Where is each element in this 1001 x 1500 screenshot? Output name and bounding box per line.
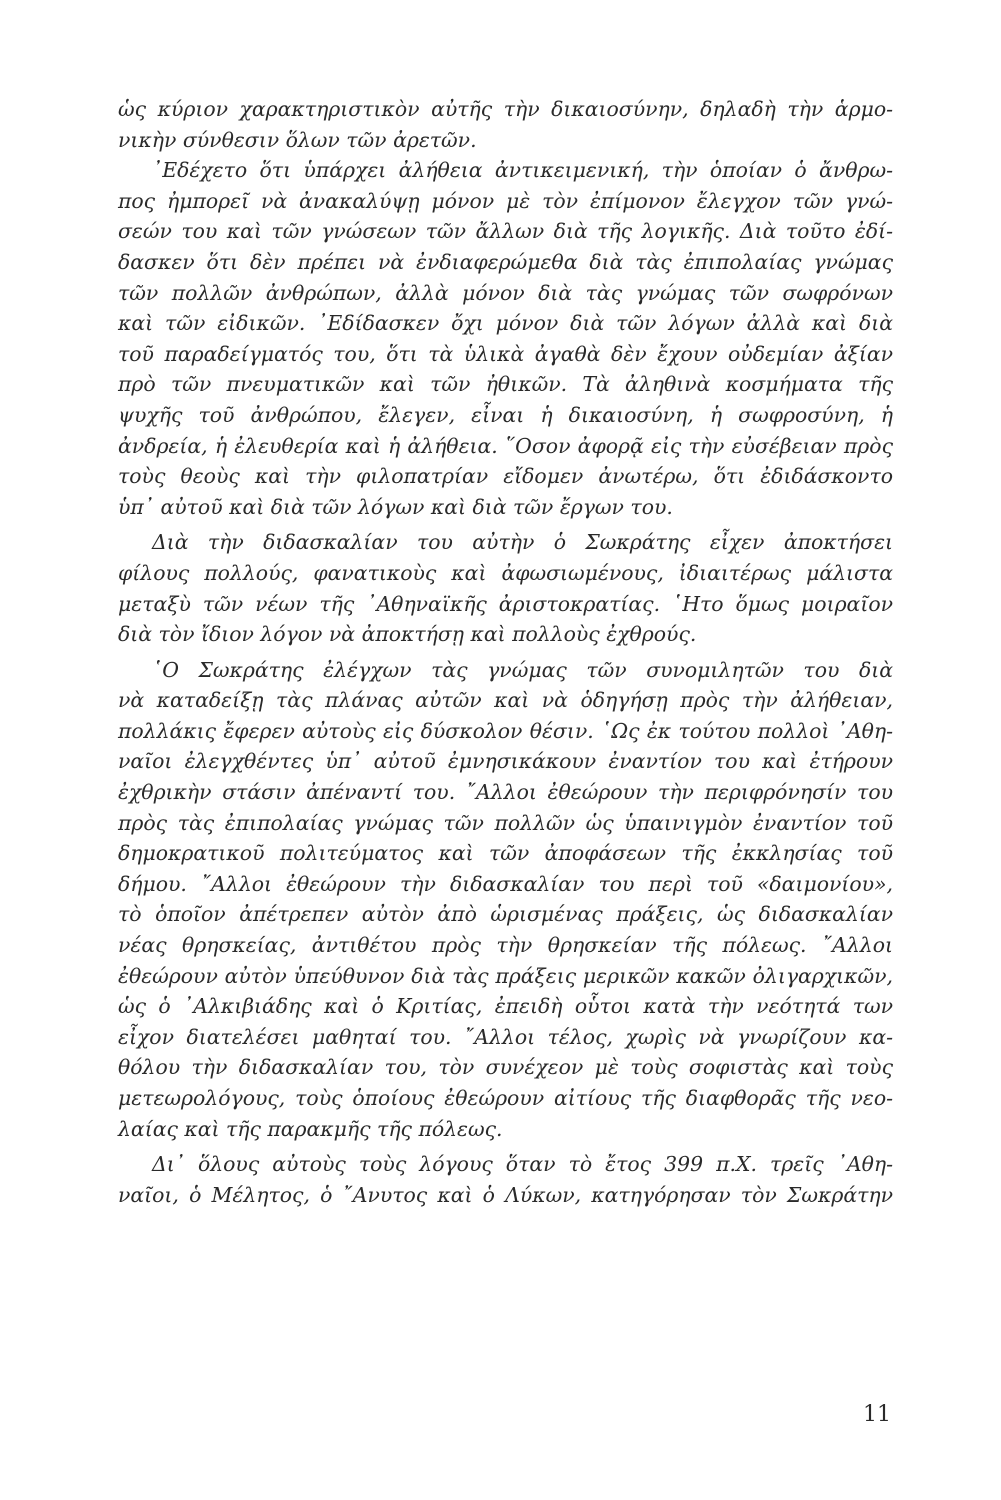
- text-line: διὰ τὸν ἴδιον λόγον νὰ ἀποκτήσῃ καὶ πολλοὺς ἐχθρούς.: [118, 622, 697, 647]
- text-line: σεών του καὶ τῶν γνώσεων τῶν ἄλλων διὰ τῆς λογικῆς. Διὰ τοῦτο ἐδί-: [118, 219, 893, 244]
- text-line: πρὸς τὰς ἐπιπολαίας γνώμας τῶν πολλῶν ὡς ὑπαινιγμὸν ἐναντίον τοῦ: [118, 810, 893, 835]
- text-line: Δι᾿ ὅλους αὐτοὺς τοὺς λόγους ὅταν τὸ ἔτος 399 π.Χ. τρεῖς ᾿Αθη-: [152, 1152, 893, 1177]
- text-line: λαίας καὶ τῆς παρακμῆς τῆς πόλεως.: [118, 1116, 503, 1141]
- text-line: ὡς κύριον χαρακτηριστικὸν αὐτῆς τὴν δικαιοσύνην, δηλαδὴ τὴν ἁρμο-: [118, 97, 893, 121]
- text-line: μετεωρολόγους, τοὺς ὁποίους ἐθεώρουν αἰτίους τῆς διαφθορᾶς τῆς νεο-: [118, 1086, 893, 1110]
- text-line: δήμου. ῎Αλλοι ἐθεώρουν τὴν διδασκαλίαν του περὶ τοῦ «δαιμονίου»,: [118, 871, 893, 896]
- body-text: [118, 94, 893, 1210]
- text-line: τὸ ὁποῖον ἀπέτρεπεν αὐτὸν ἀπὸ ὡρισμένας πράξεις, ὡς διδασκαλίαν: [118, 902, 893, 927]
- text-line: ὡς ὁ ᾿Αλκιβιάδης καὶ ὁ Κριτίας, ἐπειδὴ οὗτοι κατὰ τὴν νεότητά των: [118, 994, 893, 1019]
- text-line: ῾Ο Σωκράτης ἐλέγχων τὰς γνώμας τῶν συνομιλητῶν του διὰ: [152, 657, 893, 682]
- text-line: τῶν πολλῶν ἀνθρώπων, ἀλλὰ μόνον διὰ τὰς γνώμας τῶν σωφρόνων: [118, 280, 893, 305]
- text-line: τοὺς θεοὺς καὶ τὴν φιλοπατρίαν εἴδομεν ἀνωτέρω, ὅτι ἐδιδάσκοντο: [118, 464, 893, 489]
- text-line: ναῖοι, ὁ Μέλητος, ὁ ῎Ανυτος καὶ ὁ Λύκων, κατηγόρησαν τὸν Σωκράτην: [118, 1182, 893, 1207]
- paragraph: [118, 1149, 893, 1210]
- text-line: μεταξὺ τῶν νέων τῆς ᾿Αθηναϊκῆς ἀριστοκρατίας. ῾Ητο ὅμως μοιραῖον: [118, 591, 893, 616]
- text-line: ἐχθρικὴν στάσιν ἀπέναντί του. ῎Αλλοι ἐθεώρουν τὴν περιφρόνησίν του: [118, 780, 893, 805]
- paragraph: [118, 155, 893, 522]
- paragraph: [118, 655, 893, 1145]
- text-line: ᾿Εδέχετο ὅτι ὑπάρχει ἀλήθεια ἀντικειμενική, τὴν ὁποίαν ὁ ἄνθρω-: [152, 158, 893, 183]
- text-line: νέας θρησκείας, ἀντιθέτου πρὸς τὴν θρησκείαν τῆς πόλεως. ῎Αλλοι: [118, 933, 893, 958]
- text-line: ναῖοι ἐλεγχθέντες ὑπ᾿ αὐτοῦ ἐμνησικάκουν ἐναντίον του καὶ ἐτήρουν: [118, 749, 893, 774]
- text-line: καὶ τῶν εἰδικῶν. ᾿Εδίδασκεν ὄχι μόνον διὰ τῶν λόγων ἀλλὰ καὶ διὰ: [118, 311, 893, 336]
- text-line: Διὰ τὴν διδασκαλίαν του αὐτὴν ὁ Σωκράτης εἶχεν ἀποκτήσει: [152, 530, 893, 555]
- text-line: νικὴν σύνθεσιν ὅλων τῶν ἀρετῶν.: [118, 127, 477, 152]
- text-line: ψυχῆς τοῦ ἀνθρώπου, ἔλεγεν, εἶναι ἡ δικαιοσύνη, ἡ σωφροσύνη, ἡ: [118, 402, 893, 427]
- text-line: πρὸ τῶν πνευματικῶν καὶ τῶν ἠθικῶν. Τὰ ἀληθινὰ κοσμήματα τῆς: [118, 372, 893, 397]
- text-line: ὑπ᾿ αὐτοῦ καὶ διὰ τῶν λόγων καὶ διὰ τῶν ἔργων του.: [118, 494, 673, 519]
- text-line: θόλου τὴν διδασκαλίαν του, τὸν συνέχεον μὲ τοὺς σοφιστὰς καὶ τοὺς: [118, 1055, 893, 1080]
- text-line: δασκεν ὅτι δὲν πρέπει νὰ ἐνδιαφερώμεθα διὰ τὰς ἐπιπολαίας γνώμας: [118, 249, 893, 274]
- text-line: τοῦ παραδείγματός του, ὅτι τὰ ὑλικὰ ἀγαθὰ δὲν ἔχουν οὐδεμίαν ἀξίαν: [118, 341, 893, 366]
- text-line: φίλους πολλούς, φανατικοὺς καὶ ἀφωσιωμένους, ἰδιαιτέρως μάλιστα: [118, 560, 893, 585]
- text-line: ἀνδρεία, ἡ ἐλευθερία καὶ ἡ ἀλήθεια. ῞Οσον ἀφορᾷ εἰς τὴν εὐσέβειαν πρὸς: [118, 433, 893, 458]
- paragraph: [118, 527, 893, 649]
- page-number: 11: [863, 1402, 891, 1427]
- text-line: πος ἠμπορεῖ νὰ ἀνακαλύψῃ μόνον μὲ τὸν ἐπίμονον ἔλεγχον τῶν γνώ-: [118, 188, 893, 213]
- text-line: ἐθεώρουν αὐτὸν ὑπεύθυνον διὰ τὰς πράξεις μερικῶν κακῶν ὀλιγαρχικῶν,: [118, 963, 893, 988]
- text-line: δημοκρατικοῦ πολιτεύματος καὶ τῶν ἀποφάσεων τῆς ἐκκλησίας τοῦ: [118, 841, 893, 866]
- text-line: νὰ καταδείξῃ τὰς πλάνας αὐτῶν καὶ νὰ ὁδηγήσῃ πρὸς τὴν ἀλήθειαν,: [118, 688, 893, 713]
- text-line: εἶχον διατελέσει μαθηταί του. ῎Αλλοι τέλος, χωρὶς νὰ γνωρίζουν κα-: [118, 1024, 893, 1049]
- paragraph: [118, 94, 893, 155]
- text-line: πολλάκις ἔφερεν αὐτοὺς εἰς δύσκολον θέσιν. ῾Ως ἐκ τούτου πολλοὶ ᾿Αθη-: [118, 718, 893, 743]
